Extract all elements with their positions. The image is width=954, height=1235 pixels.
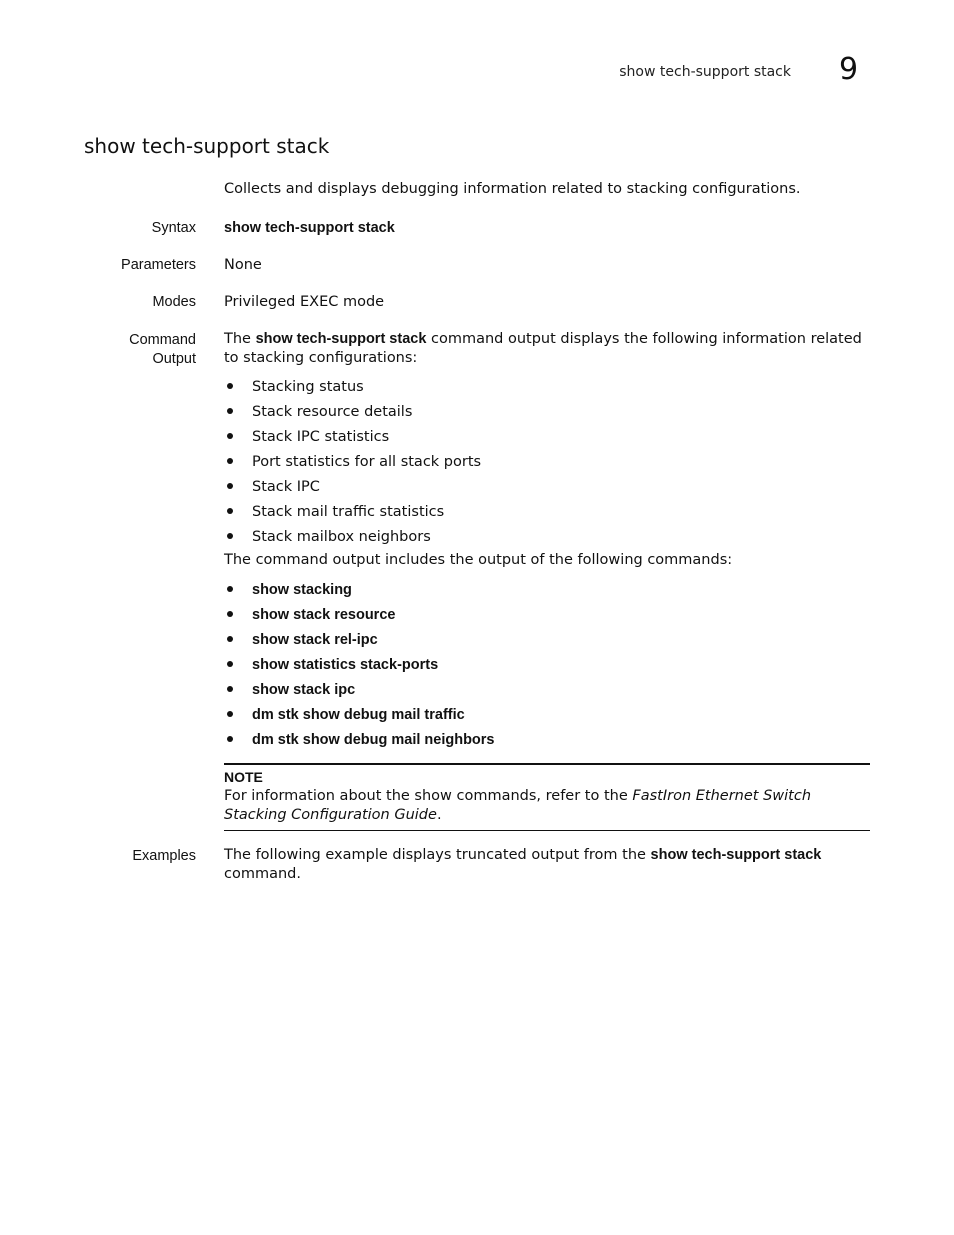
page-title: show tech-support stack [84,134,330,158]
bullet-icon [227,483,233,489]
list-item [224,478,870,503]
command-item-text: show stack ipc [252,682,356,698]
command-item-text: show stack rel-ipc [252,632,378,648]
examples-text [224,846,870,884]
command-output-intro [224,330,870,368]
bullet-icon [227,661,233,667]
note-text-pre: For information about the show commands, refer to the [224,788,633,804]
bullet-icon [227,611,233,617]
parameters-label: Parameters [121,257,196,273]
command-description: Collects and displays debugging information related to stacking configurations. [224,181,801,197]
list-item [224,731,870,756]
list-item [224,631,870,656]
list-item [224,656,870,681]
examples-text-pre: The following example displays truncated output from the [224,847,651,863]
parameters-value: None [224,257,262,273]
command-item-text: dm stk show debug mail traffic [252,707,465,723]
chapter-number: 9 [839,52,859,87]
command-output-label-line2: Output [152,351,196,367]
modes-label: Modes [152,294,196,310]
list-item [224,706,870,731]
note-box [224,763,870,831]
modes-value: Privileged EXEC mode [224,294,385,310]
examples-command: show tech-support stack [650,847,822,863]
bullet-icon [227,636,233,642]
intro-post-text: command output displays the following information related to stacking configurations: [224,331,862,366]
command-output-label [80,331,196,369]
note-text [224,787,870,825]
list-item [224,453,870,478]
bullet-icon [227,586,233,592]
bullet-icon [227,433,233,439]
syntax-value: show tech-support stack [224,220,395,236]
command-output-label-line1: Command [129,332,196,348]
list-item-text: Stack resource details [252,404,413,420]
list-item [224,681,870,706]
list-item [224,581,870,606]
bullet-icon [227,533,233,539]
bullet-icon [227,686,233,692]
note-text-post: . [436,807,442,823]
list-item [224,606,870,631]
examples-text-post: command. [224,866,301,882]
list-item-text: Stacking status [252,379,364,395]
bullet-icon [227,458,233,464]
list-item [224,528,870,553]
bullet-icon [227,383,233,389]
bullet-icon [227,736,233,742]
list-item [224,503,870,528]
bullet-icon [227,408,233,414]
info-bullet-list [224,378,870,553]
syntax-label: Syntax [151,220,196,236]
note-guide-title: FastIron Ethernet Switch Stacking Configuration Guide [224,788,812,823]
examples-label: Examples [132,848,196,864]
command-item-text: dm stk show debug mail neighbors [252,732,495,748]
intro-pre-text: The [224,331,256,347]
list-item-text: Stack IPC statistics [252,429,390,445]
running-header-title: show tech-support stack [619,64,791,80]
list-item [224,403,870,428]
bullet-icon [227,711,233,717]
command-item-text: show statistics stack-ports [252,657,439,673]
command-item-text: show stacking [252,582,352,598]
note-heading: NOTE [224,769,263,785]
commands-intro: The command output includes the output of the following commands: [224,552,733,568]
list-item-text: Port statistics for all stack ports [252,454,482,470]
list-item-text: Stack mailbox neighbors [252,529,431,545]
list-item-text: Stack IPC [252,479,320,495]
list-item [224,378,870,403]
bullet-icon [227,508,233,514]
command-bullet-list [224,581,870,756]
command-item-text: show stack resource [252,607,396,623]
list-item [224,428,870,453]
intro-command: show tech-support stack [255,331,427,347]
list-item-text: Stack mail traffic statistics [252,504,445,520]
